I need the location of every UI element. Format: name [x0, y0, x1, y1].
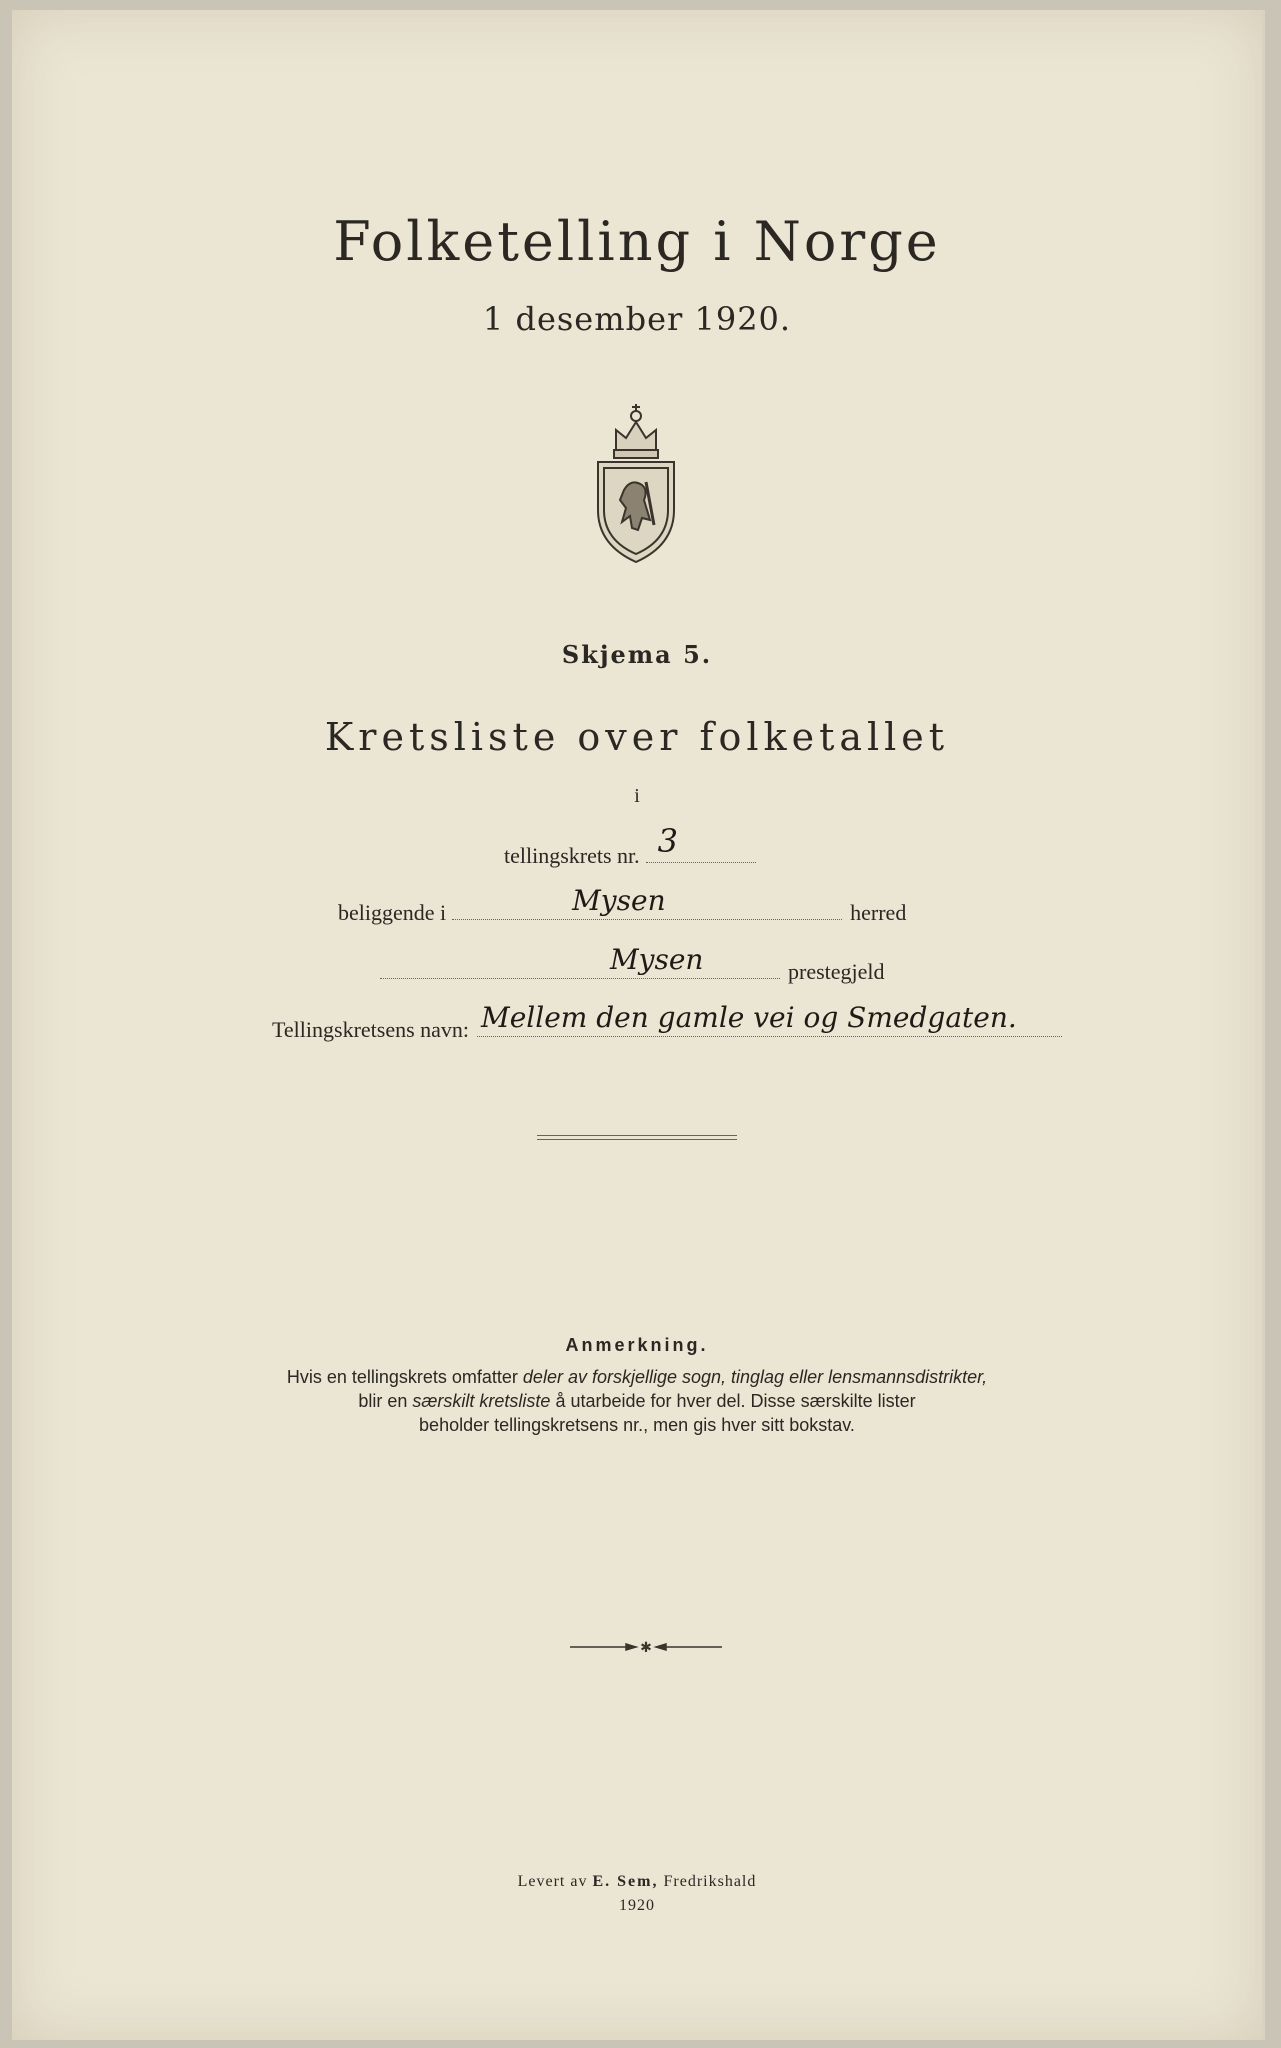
navn-row — [272, 1001, 1062, 1043]
norwegian-coat-of-arms-icon — [586, 390, 686, 570]
note-text — [12, 1365, 1262, 1437]
note-heading: Anmerkning. — [565, 1335, 709, 1355]
navn-field — [477, 1001, 1062, 1037]
note-line-2-plain: blir en — [358, 1391, 413, 1411]
census-form-page — [12, 10, 1265, 2040]
printer-prefix: Levert av — [517, 1873, 593, 1890]
note-line-1 — [12, 1365, 1262, 1389]
printer-line — [12, 1870, 1262, 1894]
prestegjeld-field — [380, 943, 780, 979]
connector-i: i — [634, 785, 640, 807]
note-line-1-italic: deler av forskjellige sogn, tinglag eller lensmannsdistrikter, — [522, 1367, 988, 1387]
prestegjeld-row — [380, 943, 885, 985]
note-line-2-italic: særskilt kretsliste — [412, 1391, 551, 1411]
tellingskrets-value: 3 — [657, 822, 679, 860]
note-line-1-plain: Hvis en tellingskrets omfatter — [286, 1367, 523, 1387]
form-heading: Kretsliste over folketallet — [324, 715, 950, 759]
svg-text:✱: ✱ — [640, 1640, 652, 1654]
note-line-2 — [12, 1389, 1262, 1413]
prestegjeld-value: Mysen — [610, 943, 704, 976]
tellingskrets-field — [646, 822, 756, 863]
note-line-2-rest: å utarbeide for hver del. Disse særskilte lister — [550, 1391, 916, 1411]
tellingskrets-label: tellingskrets nr. — [504, 843, 640, 868]
printer-place: Fredrikshald — [658, 1873, 757, 1890]
printer-name: E. Sem, — [592, 1873, 659, 1890]
census-date: 1 desember 1920. — [482, 300, 792, 338]
printer-year: 1920 — [619, 1897, 655, 1914]
ornament-divider-icon — [570, 1640, 722, 1654]
navn-value: Mellem den gamle vei og Smedgaten. — [481, 1001, 1017, 1034]
beliggende-value: Mysen — [572, 884, 666, 917]
beliggende-label: beliggende i — [338, 900, 447, 925]
note-line-3: beholder tellingskretsens nr., men gis hver sitt bokstav. — [419, 1415, 855, 1435]
tellingskrets-row — [504, 822, 756, 869]
prestegjeld-label: prestegjeld — [788, 959, 885, 984]
beliggende-field — [452, 884, 842, 920]
divider-rule — [537, 1135, 737, 1140]
page-title: Folketelling i Norge — [333, 210, 941, 273]
herred-label: herred — [850, 900, 907, 925]
beliggende-row — [338, 884, 907, 926]
schema-number: Skjema 5. — [561, 640, 713, 669]
navn-label: Tellingskretsens navn: — [272, 1017, 470, 1042]
printer-imprint — [12, 1870, 1262, 1918]
